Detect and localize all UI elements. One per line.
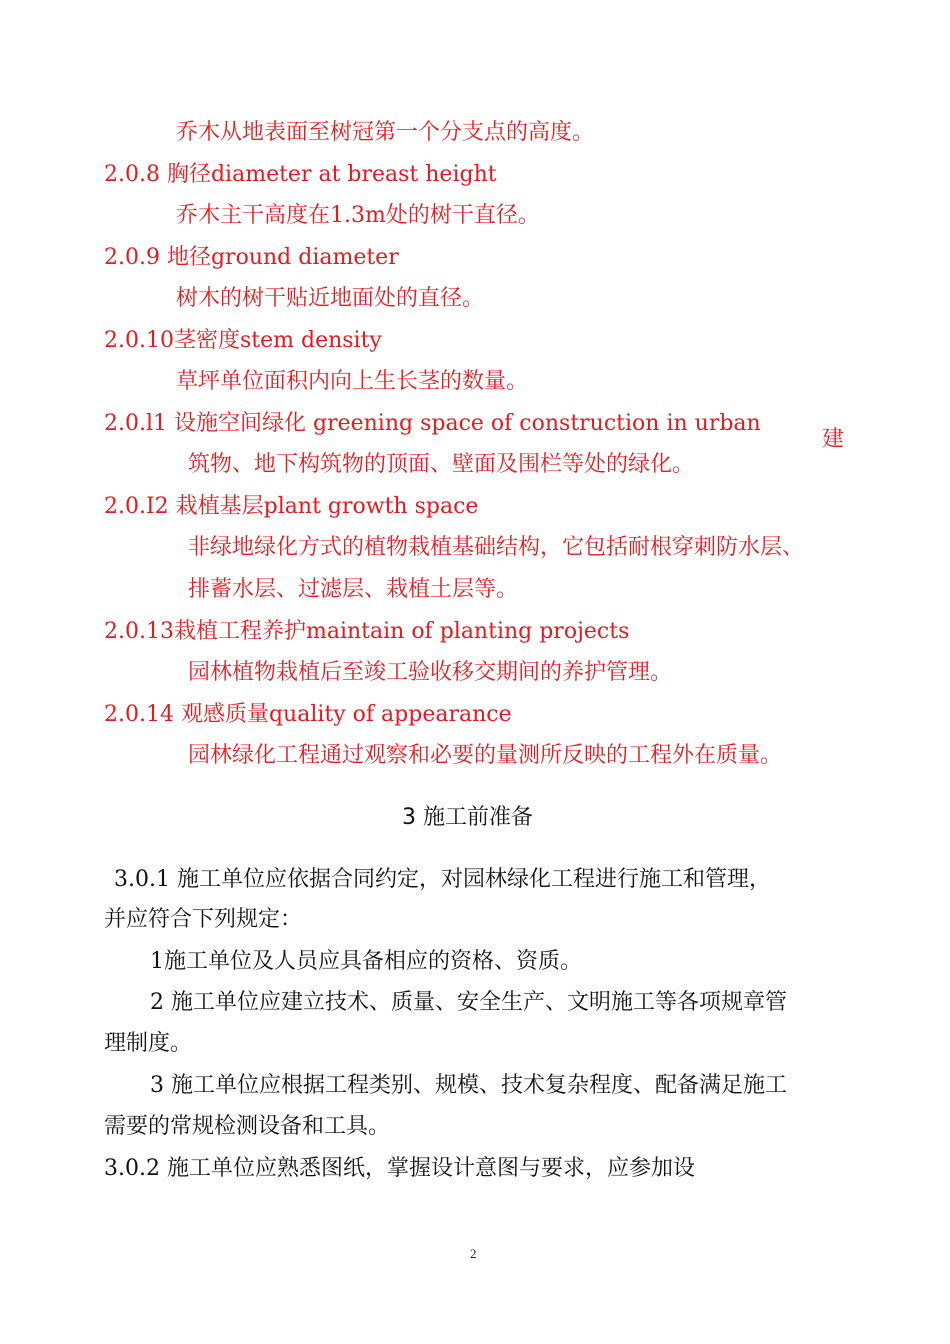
definition-term: 2.0.13栽植工程养护maintain of planting projects [104,619,630,644]
definition-desc: 园林植物栽植后至竣工验收移交期间的养护管理。 [188,660,673,685]
definition-desc: 树木的树干贴近地面处的直径。 [176,286,485,311]
definition-term: 2.0.9 地径ground diameter [104,245,399,270]
definition-desc: 筑物、地下构筑物的顶面、壁面及围栏等处的绿化。 [188,452,695,477]
list-item: 需要的常规检测设备和工具。 [104,1114,391,1139]
section-title: 3 施工前准备 [402,805,533,830]
definition-desc: 园林绿化工程通过观察和必要的量测所反映的工程外在质量。 [188,743,783,768]
definition-term: 2.0.8 胸径diameter at breast height [104,162,497,187]
list-item: 3 施工单位应根据工程类别、规模、技术复杂程度、配备满足施工 [150,1073,787,1098]
page-number: 2 [470,1246,477,1261]
definition-desc: 草坪单位面积内向上生长茎的数量。 [176,369,529,394]
list-item: 理制度。 [104,1031,193,1056]
definition-term: 2.0.I2 栽植基层plant growth space [104,494,479,519]
definition-desc: 乔木主干高度在1.3m处的树干直径。 [176,203,540,228]
definition-term: 2.0.10茎密度stem density [104,328,382,353]
clause-text: 3.0.2 施工单位应熟悉图纸，掌握设计意图与要求，应参加设 [104,1156,695,1181]
definition-term-tail: 建 [822,427,845,452]
clause-text: 3.0.1 施工单位应依据合同约定，对园林绿化工程进行施工和管理， [114,867,771,892]
clause-text: 并应符合下列规定： [104,907,303,932]
definition-desc: 非绿地绿化方式的植物栽植基础结构，它包括耐根穿刺防水层、 [188,535,805,560]
definition-term: 2.0.l1 设施空间绿化 greening space of construction in urban [104,411,761,436]
definition-term: 2.0.14 观感质量quality of appearance [104,702,512,727]
definition-desc: 乔木从地表面至树冠第一个分支点的高度。 [176,120,595,145]
definition-desc: 排蓄水层、过滤层、栽植土层等。 [188,577,519,602]
list-item: 2 施工单位应建立技术、质量、安全生产、文明施工等各项规章管 [150,990,787,1015]
list-item: 1施工单位及人员应具备相应的资格、资质。 [150,949,582,974]
